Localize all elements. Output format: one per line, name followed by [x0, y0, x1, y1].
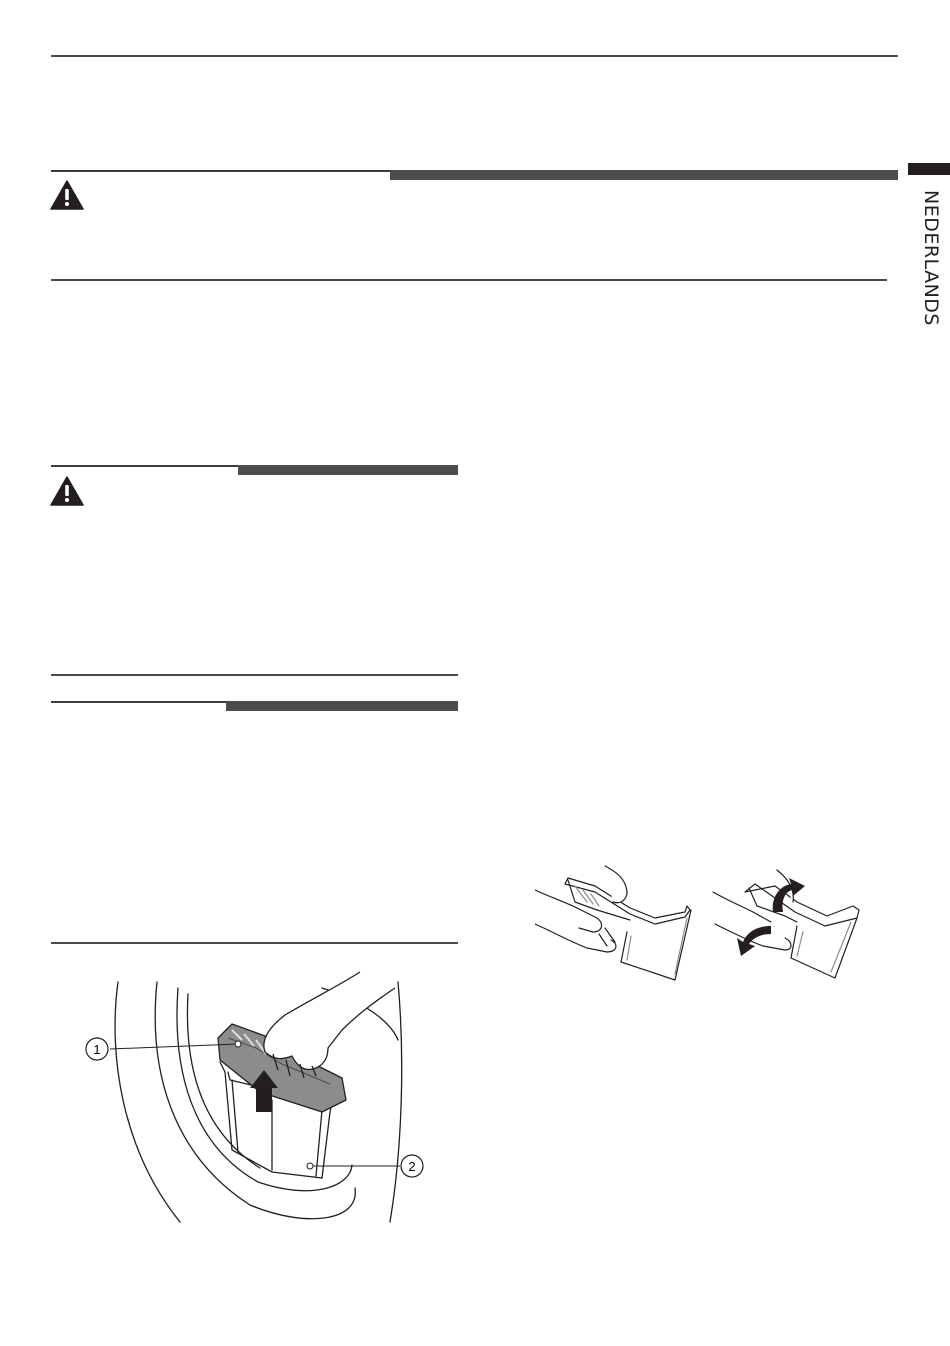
callout-number: 2 — [408, 1159, 416, 1174]
section-divider — [51, 279, 887, 281]
language-tab-marker — [908, 163, 950, 175]
header-rule — [51, 55, 898, 57]
warning-header-bar — [238, 465, 458, 475]
warning-triangle-icon — [50, 180, 84, 210]
callout-number: 1 — [93, 1042, 101, 1057]
warning-header-line — [51, 170, 391, 172]
note-header-line — [51, 701, 231, 703]
door-outer-ring — [115, 982, 180, 1222]
warning-header-bar — [390, 170, 898, 180]
section-divider — [51, 942, 458, 944]
cabinet-edge — [390, 982, 402, 1222]
lint-filter-opening-illustration — [535, 862, 865, 997]
lint-filter-removal-illustration — [60, 960, 460, 1225]
warning-triangle-icon — [50, 476, 84, 506]
filter-closed-drawing — [535, 866, 691, 980]
section-divider — [51, 674, 458, 676]
warning-header-line — [51, 465, 241, 467]
note-header-bar — [226, 701, 458, 711]
language-tab-label: NEDERLANDS — [920, 190, 942, 326]
